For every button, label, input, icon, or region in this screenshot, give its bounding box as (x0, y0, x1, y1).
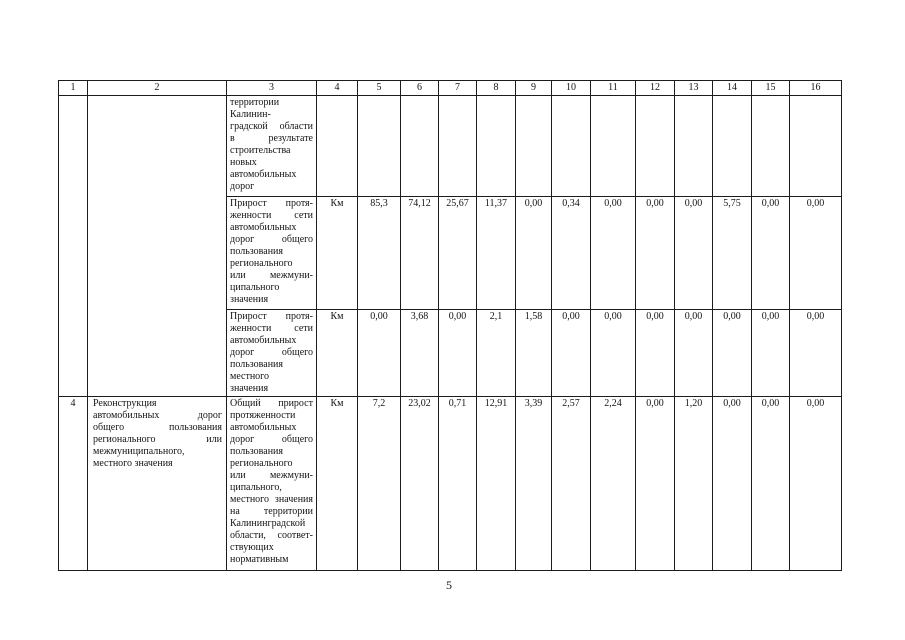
value-cell: 74,12 (401, 197, 439, 310)
page-number: 5 (446, 578, 452, 592)
text-line: автомобильных (230, 222, 297, 233)
empty-cell (358, 96, 401, 197)
text-line: протяженности (230, 410, 296, 421)
value-cell: 1,58 (516, 310, 552, 397)
text-line: пользования (230, 359, 283, 370)
column-number: 2 (88, 81, 227, 96)
value-cell: 2,57 (552, 397, 591, 571)
column-number: 16 (790, 81, 842, 96)
text-line: градской области (230, 121, 313, 132)
text-line: Калининградской (230, 518, 306, 529)
column-number: 11 (591, 81, 636, 96)
empty-cell (552, 96, 591, 197)
text-line: местного (230, 371, 270, 382)
text-line: строительства (230, 145, 291, 156)
row-number-cell (59, 96, 88, 397)
text-line: общего пользования (93, 422, 222, 433)
text-line: новых (230, 157, 257, 168)
value-cell: 11,37 (477, 197, 516, 310)
table-row (59, 96, 842, 197)
value-cell: 2,1 (477, 310, 516, 397)
text-line: в результате (230, 133, 313, 144)
value-cell: 0,00 (439, 310, 477, 397)
value-cell: 0,00 (636, 197, 675, 310)
column-number: 3 (227, 81, 317, 96)
text-line: Калинин- (230, 109, 271, 120)
value-cell: 23,02 (401, 397, 439, 571)
empty-cell (439, 96, 477, 197)
text-line: значения (230, 294, 269, 305)
indicator-cell (227, 96, 317, 197)
text-line: автомобильных (230, 169, 297, 180)
text-line: дорог общего (230, 347, 313, 358)
empty-cell (591, 96, 636, 197)
value-cell: 0,00 (713, 310, 752, 397)
text-line: женности сети (230, 323, 313, 334)
value-cell: 85,3 (358, 197, 401, 310)
unit-cell: Км (317, 397, 358, 571)
row-number-cell: 4 (59, 397, 88, 571)
empty-cell (675, 96, 713, 197)
column-number: 6 (401, 81, 439, 96)
value-cell: 0,00 (752, 310, 790, 397)
text-line: значения (230, 383, 269, 394)
empty-cell (752, 96, 790, 197)
value-cell: 0,00 (552, 310, 591, 397)
value-cell: 0,00 (790, 397, 842, 571)
value-cell: 0,00 (790, 197, 842, 310)
text-line: автомобильных (230, 422, 297, 433)
text-line: межмуниципального, (93, 446, 185, 457)
text-line: ципального, (230, 482, 282, 493)
indicator-cell (227, 310, 317, 397)
column-number: 9 (516, 81, 552, 96)
value-cell: 0,00 (752, 197, 790, 310)
value-cell: 7,2 (358, 397, 401, 571)
value-cell: 0,00 (516, 197, 552, 310)
indicator-cell (227, 397, 317, 571)
column-number: 10 (552, 81, 591, 96)
text-line: автомобильных (230, 335, 297, 346)
empty-cell (516, 96, 552, 197)
text-line: регионального (230, 258, 293, 269)
unit-cell: Км (317, 310, 358, 397)
value-cell: 3,39 (516, 397, 552, 571)
value-cell: 2,24 (591, 397, 636, 571)
column-number: 12 (636, 81, 675, 96)
value-cell: 0,00 (713, 397, 752, 571)
text-line: местного значения (230, 494, 313, 505)
value-cell: 0,71 (439, 397, 477, 571)
value-cell: 5,75 (713, 197, 752, 310)
empty-cell (317, 96, 358, 197)
value-cell: 0,00 (358, 310, 401, 397)
text-line: территории (230, 97, 280, 108)
empty-cell (790, 96, 842, 197)
value-cell: 0,00 (752, 397, 790, 571)
header-row (59, 81, 842, 96)
text-line: ципального (230, 282, 280, 293)
text-line: или межмуни- (230, 470, 313, 481)
value-cell: 1,20 (675, 397, 713, 571)
value-cell: 3,68 (401, 310, 439, 397)
column-number: 7 (439, 81, 477, 96)
text-line: ствующих (230, 542, 274, 553)
text-line: на территории (230, 506, 313, 517)
value-cell: 0,00 (675, 197, 713, 310)
empty-cell (636, 96, 675, 197)
text-line: Прирост протя- (230, 311, 313, 322)
indicator-cell (227, 197, 317, 310)
column-number: 8 (477, 81, 516, 96)
column-number: 4 (317, 81, 358, 96)
text-line: автомобильных дорог (93, 410, 222, 421)
text-line: женности сети (230, 210, 313, 221)
value-cell: 0,00 (636, 310, 675, 397)
text-line: пользования (230, 446, 283, 457)
text-line: пользования (230, 246, 283, 257)
column-number: 15 (752, 81, 790, 96)
value-cell: 0,00 (591, 197, 636, 310)
value-cell: 12,91 (477, 397, 516, 571)
value-cell: 0,00 (636, 397, 675, 571)
empty-cell (477, 96, 516, 197)
text-line: регионального (230, 458, 293, 469)
value-cell: 25,67 (439, 197, 477, 310)
text-line: нормативным (230, 554, 289, 565)
column-number: 5 (358, 81, 401, 96)
measure-cell (88, 96, 227, 397)
unit-cell: Км (317, 197, 358, 310)
column-number: 13 (675, 81, 713, 96)
data-table (58, 80, 842, 571)
text-line: Реконструкция (93, 398, 157, 409)
text-line: дорог общего (230, 434, 313, 445)
table-row (59, 397, 842, 571)
text-line: дорог (230, 181, 255, 192)
empty-cell (713, 96, 752, 197)
text-line: Общий прирост (230, 398, 313, 409)
value-cell: 0,00 (790, 310, 842, 397)
empty-cell (401, 96, 439, 197)
text-line: Прирост протя- (230, 198, 313, 209)
text-line: дорог общего (230, 234, 313, 245)
text-line: области, соответ- (230, 530, 313, 541)
text-line: регионального или (93, 434, 222, 445)
text-line: или межмуни- (230, 270, 313, 281)
value-cell: 0,34 (552, 197, 591, 310)
value-cell: 0,00 (675, 310, 713, 397)
text-line: местного значения (93, 458, 173, 469)
measure-cell (88, 397, 227, 571)
column-number: 1 (59, 81, 88, 96)
value-cell: 0,00 (591, 310, 636, 397)
column-number: 14 (713, 81, 752, 96)
